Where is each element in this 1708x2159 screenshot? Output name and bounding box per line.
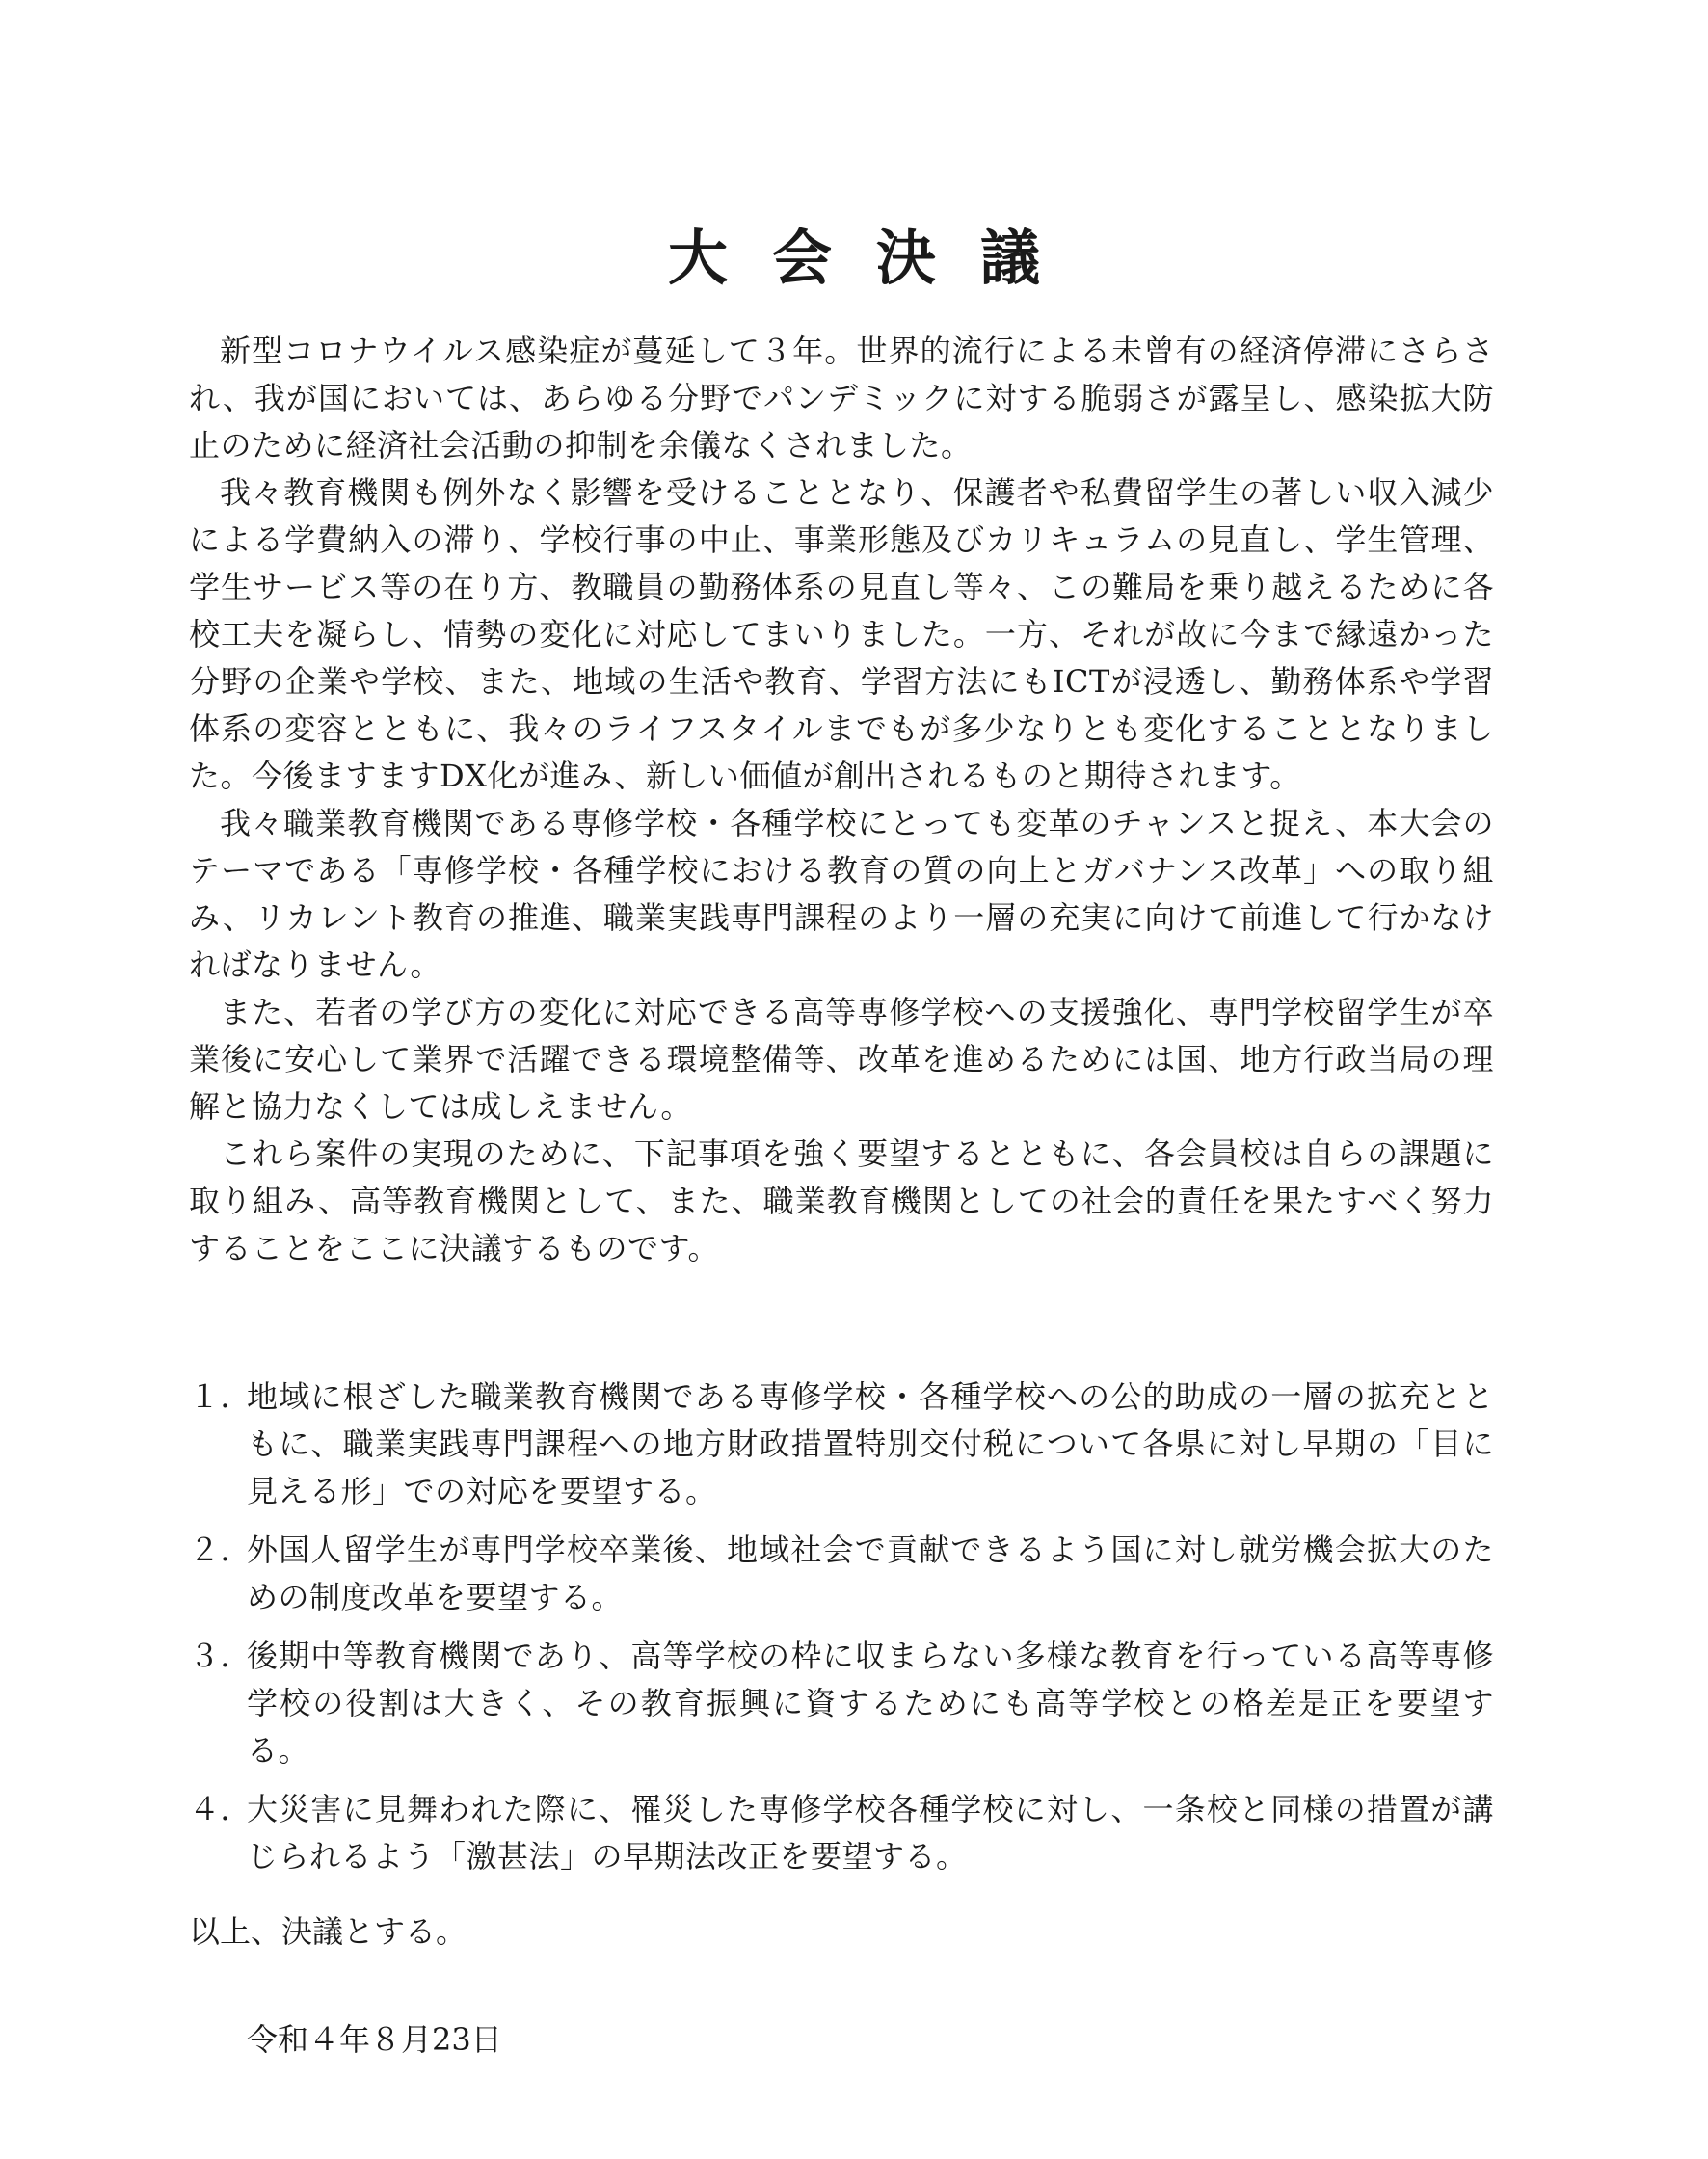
paragraph: 我々職業教育機関である専修学校・各種学校にとっても変革のチャンスと捉え、本大会のテーマである「専修学校・各種学校における教育の質の向上とガバナンス改革」への取り組み、リカレント教育の推進、職業実践専門課程のより一層の充実に向けて前進して行かなければなりません。: [189, 805, 1494, 983]
resolution-item: [189, 1527, 1494, 1621]
resolution-text: 後期中等教育機関であり、高等学校の枠に収まらない多様な教育を行っている高等専修学校の役割は大きく、その教育振興に資するためにも高等学校との格差是正を要望する。: [247, 1638, 1494, 1769]
paragraph: これら案件の実現のために、下記事項を強く要望するとともに、各会員校は自らの課題に取り組み、高等教育機関として、また、職業教育機関としての社会的責任を果たすべく努力することをここに決議するものです。: [189, 1135, 1494, 1266]
resolution-text: 地域に根ざした職業教育機関である専修学校・各種学校への公的助成の一層の拡充とともに、職業実践専門課程への地方財政措置特別交付税について各県に対し早期の「目に見える形」での対応を要望する。: [247, 1378, 1494, 1509]
resolution-text: 大災害に見舞われた際に、罹災した専修学校各種学校に対し、一条校と同様の措置が講じられるよう「激甚法」の早期法改正を要望する。: [247, 1791, 1494, 1875]
resolution-number: ３．: [189, 1638, 253, 1674]
resolution-item: [189, 1373, 1494, 1515]
resolution-number: １．: [189, 1378, 253, 1415]
paragraph: 新型コロナウイルス感染症が蔓延して３年。世界的流行による未曾有の経済停滞にさらされ、我が国においては、あらゆる分野でパンデミックに対する脆弱さが露呈し、感染拡大防止のために経済社会活動の抑制を余儀なくされました。: [189, 333, 1494, 464]
resolution-item: [189, 1786, 1494, 1880]
resolution-item: [189, 1633, 1494, 1774]
resolution-text: 外国人留学生が専門学校卒業後、地域社会で貢献できるよう国に対し就労機会拡大のための制度改革を要望する。: [247, 1532, 1494, 1615]
document-date: 令和４年８月23日: [247, 2021, 502, 2058]
closing-statement: 以上、決議とする。: [189, 1913, 467, 1950]
resolution-number: ２．: [189, 1532, 253, 1568]
paragraph: 我々教育機関も例外なく影響を受けることとなり、保護者や私費留学生の著しい収入減少による学費納入の滞り、学校行事の中止、事業形態及びカリキュラムの見直し、学生管理、学生サービス等の在り方、教職員の勤務体系の見直し等々、この難局を乗り越えるために各校工夫を凝らし、情勢の変化に対応してまいりました。一方、それが故に今まで縁遠かった分野の企業や学校、また、地域の生活や教育、学習方法にもICTが浸透し、勤務体系や学習体系の変容とともに、我々のライフスタイルまでもが多少なりとも変化することとなりました。今後ますますDX化が進み、新しい価値が創出されるものと期待されます。: [189, 474, 1494, 794]
document-body: [189, 328, 1494, 1272]
resolution-number: ４．: [189, 1791, 253, 1827]
resolution-list: [189, 1373, 1494, 1892]
document-title: 大会決議: [667, 223, 1084, 293]
paragraph: また、若者の学び方の変化に対応できる高等専修学校への支援強化、専門学校留学生が卒業後に安心して業界で活躍できる環境整備等、改革を進めるためには国、地方行政当局の理解と協力なくしては成しえません。: [189, 994, 1494, 1125]
